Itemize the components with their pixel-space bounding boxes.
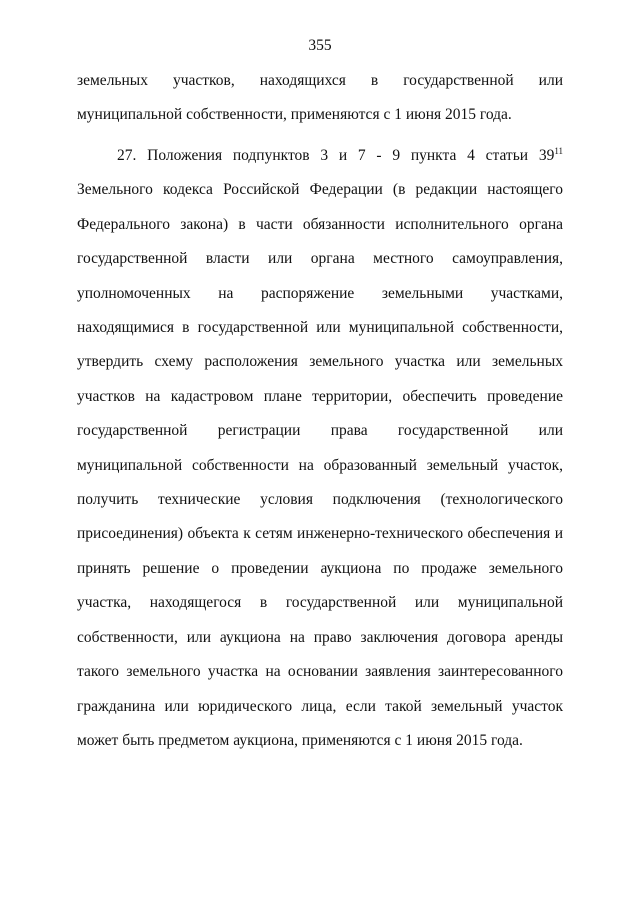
page-number: 355 [308,37,332,54]
article-superscript: 11 [554,146,563,156]
paragraph-27 [77,139,563,758]
paragraph-continuation-text: земельных участков, находящихся в государственной или муниципальной собственности, применяются с 1 июня 2015 года. [77,72,563,124]
paragraph-continuation [77,64,563,133]
paragraph-27-body: Земельного кодекса Российской Федерации (в редакции настоящего Федерального закона) в части обязанности исполнительного органа государственной власти или органа местного самоуправления, уполномоченных на распоряжение земельными участками, находящимися в государственной или муниципальной собственности, утвердить схему расположения земельного участка или земельных участков на кадастровом плане территории, обеспечить проведение государственной регистрации права государственной или муниципальной собственности на образованный земельный участок, получить технические условия подключения (технологического присоединения) объекта к сетям инженерно-технического обеспечения и принять решение о проведении аукциона по продаже земельного участка, находящегося в государственной или муниципальной собственности, или аукциона на право заключения договора аренды такого земельного участка на основании заявления заинтересованного гражданина или юридического лица, если такой земельный участок может быть предметом аукциона, применяются с 1 июня 2015 года. [77,181,563,749]
paragraph-27-lead: 27. Положения подпунктов 3 и 7 - 9 пункта 4 статьи 39 [117,147,555,164]
